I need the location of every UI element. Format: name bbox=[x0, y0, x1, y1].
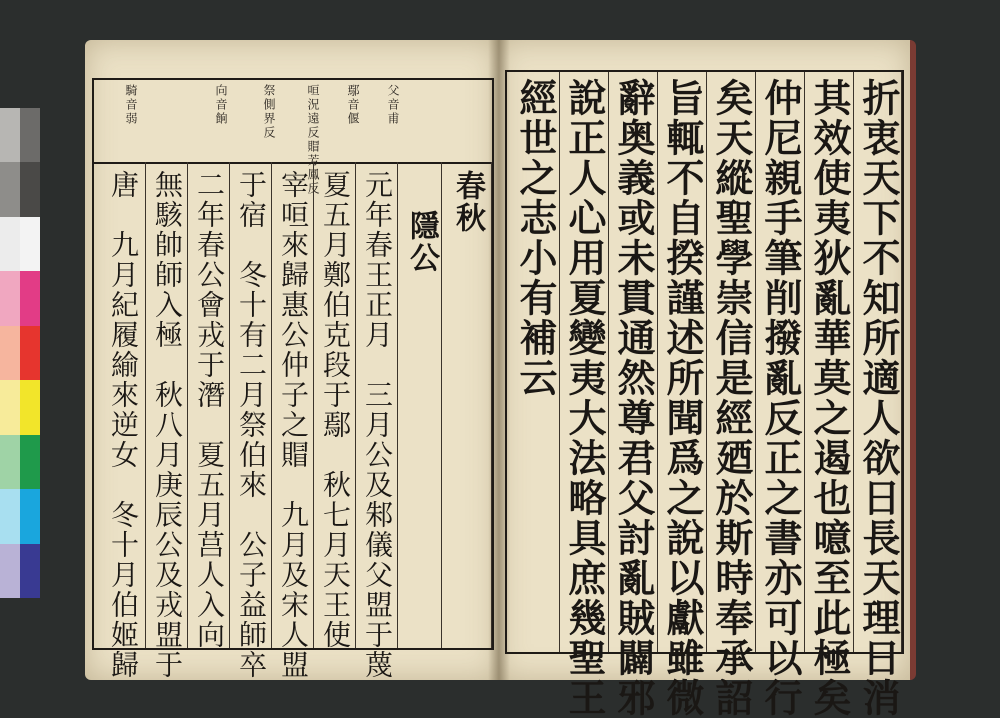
calibration-swatch-row bbox=[0, 380, 40, 434]
calibration-swatch bbox=[0, 435, 20, 489]
annotation: 父音甫 bbox=[386, 84, 400, 126]
text-column-text: 于宿 冬十有二月祭伯來 公子益師卒 bbox=[235, 170, 268, 680]
calibration-swatch bbox=[20, 108, 40, 162]
calibration-swatch bbox=[20, 217, 40, 271]
calibration-swatch bbox=[20, 435, 40, 489]
calibration-swatch bbox=[20, 271, 40, 325]
text-column-text: 無駭帥師入極 秋八月庚辰公及戎盟于 bbox=[151, 170, 184, 680]
annotation: 向音餉 bbox=[214, 84, 228, 126]
subtitle-column bbox=[398, 162, 442, 648]
calibration-swatch-row bbox=[0, 271, 40, 325]
text-column bbox=[511, 72, 560, 652]
calibration-swatch bbox=[0, 544, 20, 598]
title-column bbox=[442, 162, 492, 648]
text-column-text: 唐 九月紀履緰來逆女 冬十月伯姬歸 bbox=[107, 170, 140, 680]
text-column bbox=[707, 72, 756, 718]
text-column bbox=[100, 162, 146, 680]
book-title: 春秋 bbox=[450, 170, 485, 234]
calibration-swatch-row bbox=[0, 326, 40, 380]
annotation: 咺況遠反賵芳鳳反 bbox=[306, 84, 320, 196]
text-column-text: 夏五月鄭伯克段于鄢 秋七月天王使 bbox=[319, 170, 352, 650]
calibration-swatch bbox=[0, 217, 20, 271]
text-column bbox=[230, 162, 272, 680]
annotation-band bbox=[94, 80, 492, 196]
calibration-swatch-row bbox=[0, 217, 40, 271]
calibration-swatch bbox=[0, 380, 20, 434]
left-page-text-frame bbox=[92, 78, 494, 680]
text-column-text: 說正人心用夏變夷大法略具庶幾聖王 bbox=[562, 78, 607, 718]
calibration-swatch bbox=[0, 271, 20, 325]
annotation: 鄢音偃 bbox=[346, 84, 360, 126]
text-column-text: 折衷天下不知所適人欲日長天理日消 bbox=[856, 78, 901, 718]
text-column-text: 經世之志小有補云 bbox=[513, 78, 558, 398]
calibration-swatch-row bbox=[0, 544, 40, 598]
calibration-swatch bbox=[20, 162, 40, 216]
calibration-swatch bbox=[0, 326, 20, 380]
text-column-text: 宰咺來歸惠公仲子之賵 九月及宋人盟 bbox=[277, 170, 310, 680]
text-column bbox=[188, 162, 230, 648]
color-calibration-strip bbox=[0, 108, 40, 598]
calibration-swatch bbox=[0, 162, 20, 216]
text-column-text: 矣天縱聖學崇信是經廼於斯時奉承詔 bbox=[709, 78, 754, 718]
calibration-swatch bbox=[0, 489, 20, 543]
annotation: 祭側界反 bbox=[262, 84, 276, 140]
calibration-swatch-row bbox=[0, 489, 40, 543]
text-column-text: 辭奥義或未貫通然尊君父討亂賊闢邪 bbox=[611, 78, 656, 718]
annotation: 騎音弱 bbox=[124, 84, 138, 126]
text-column bbox=[805, 72, 854, 718]
text-column bbox=[609, 72, 658, 718]
calibration-swatch bbox=[0, 108, 20, 162]
calibration-swatch-row bbox=[0, 435, 40, 489]
text-column-text: 旨輒不自揆謹述所聞爲之說以獻雖微 bbox=[660, 78, 705, 718]
calibration-swatch bbox=[20, 380, 40, 434]
text-column bbox=[756, 72, 805, 718]
text-column-text: 其效使夷狄亂華莫之遏也噫至此極矣 bbox=[807, 78, 852, 718]
text-column-text: 二年春公會戎于潛 夏五月莒人入向 bbox=[193, 170, 226, 650]
calibration-swatch bbox=[20, 489, 40, 543]
text-column-text: 仲尼親手筆削撥亂反正之書亦可以行 bbox=[758, 78, 803, 718]
text-column bbox=[854, 72, 902, 718]
text-column bbox=[658, 72, 707, 718]
text-column bbox=[272, 162, 314, 680]
text-column bbox=[146, 162, 188, 680]
text-column-text: 元年春王正月 三月公及邾儀父盟于蔑 bbox=[361, 170, 394, 680]
text-column bbox=[314, 162, 356, 648]
right-page-text-frame bbox=[505, 70, 904, 718]
text-column bbox=[560, 72, 609, 718]
text-column bbox=[356, 162, 398, 680]
chapter-title: 隱公 bbox=[404, 210, 439, 274]
calibration-swatch-row bbox=[0, 108, 40, 162]
calibration-swatch bbox=[20, 326, 40, 380]
calibration-swatch bbox=[20, 544, 40, 598]
calibration-swatch-row bbox=[0, 162, 40, 216]
